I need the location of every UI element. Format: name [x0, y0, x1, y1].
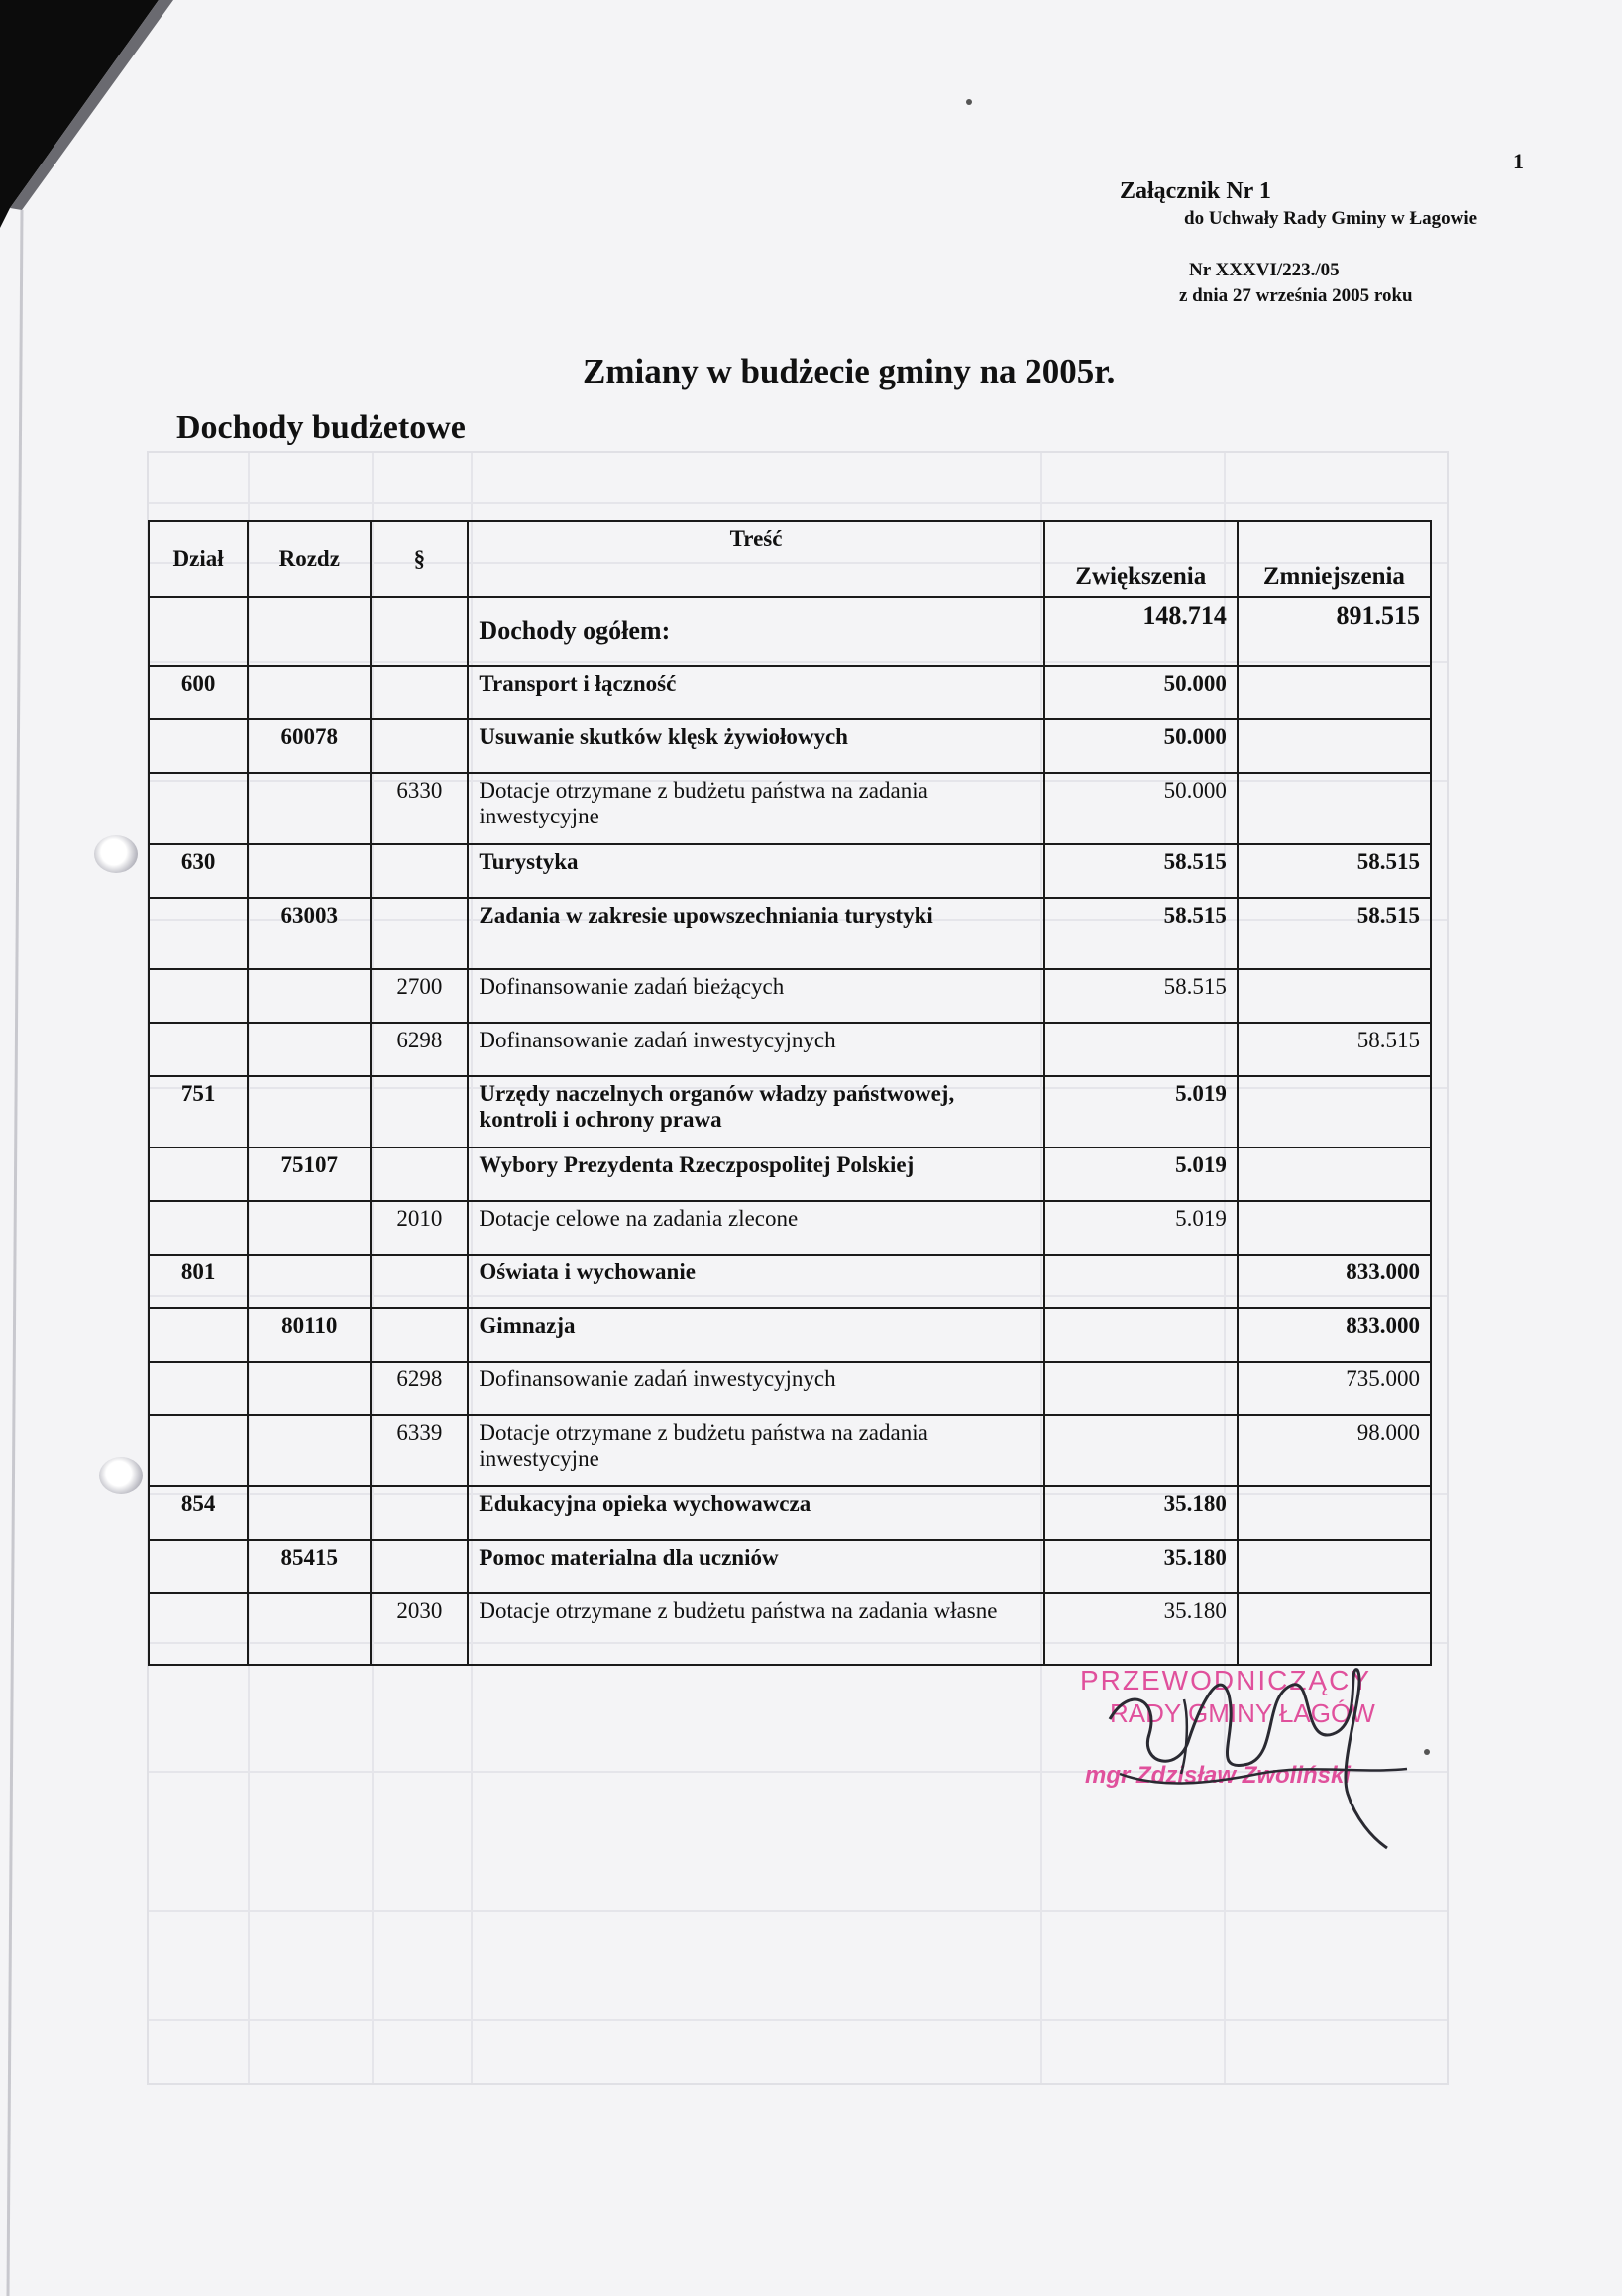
cell-zwiekszenia: 58.515: [1044, 898, 1238, 969]
attachment-title: Załącznik Nr 1: [1120, 178, 1271, 204]
cell-zwiekszenia: 50.000: [1044, 719, 1238, 773]
header-zmniejszenia: Zmniejszenia: [1238, 521, 1431, 597]
cell-tresc: Wybory Prezydenta Rzeczpospolitej Polskiej: [468, 1148, 1043, 1201]
cell-tresc: Edukacyjna opieka wychowawcza: [468, 1486, 1043, 1540]
resolution-number: Nr XXXVI/223./05: [1189, 260, 1340, 280]
cell-dzial: [149, 898, 248, 969]
stamp-title: PRZEWODNICZĄCY: [1080, 1665, 1371, 1695]
cell-tresc: Usuwanie skutków klęsk żywiołowych: [468, 719, 1043, 773]
table-header-row: [149, 521, 1431, 597]
cell-zmniejszenia: [1238, 719, 1431, 773]
cell-rozdz: [248, 1076, 371, 1148]
cell-tresc: Dofinansowanie zadań inwestycyjnych: [468, 1362, 1043, 1415]
cell-tresc: Gimnazja: [468, 1308, 1043, 1362]
cell-rozdz: 75107: [248, 1148, 371, 1201]
cell-zwiekszenia: 35.180: [1044, 1486, 1238, 1540]
cell-rozdz: 60078: [248, 719, 371, 773]
cell-tresc: Turystyka: [468, 844, 1043, 898]
cell-rozdz: [248, 1023, 371, 1076]
cell-rozdz: [248, 1255, 371, 1308]
table-row: [149, 666, 1431, 719]
cell-zwiekszenia: [1044, 1415, 1238, 1486]
header-rozdz: Rozdz: [248, 521, 371, 597]
cell-rozdz: 85415: [248, 1540, 371, 1593]
cell-dzial: [149, 1593, 248, 1665]
table-row: [149, 1023, 1431, 1076]
cell-zwiekszenia: 5.019: [1044, 1076, 1238, 1148]
cell-dzial: [149, 1362, 248, 1415]
cell-rozdz: [248, 844, 371, 898]
cell-dzial: 854: [149, 1486, 248, 1540]
header-zwiekszenia: Zwiększenia: [1044, 521, 1238, 597]
table-row: [149, 1076, 1431, 1148]
cell-paragraf: [371, 844, 468, 898]
cell-zwiekszenia: 35.180: [1044, 1540, 1238, 1593]
table-row: [149, 1201, 1431, 1255]
cell-rozdz: [248, 1415, 371, 1486]
cell-tresc: Dotacje otrzymane z budżetu państwa na zadania inwestycyjne: [468, 773, 1043, 844]
stamp-name: mgr Zdzisław Zwoliński: [1085, 1762, 1352, 1789]
cell-zmniejszenia: [1238, 773, 1431, 844]
cell-dzial: 751: [149, 1076, 248, 1148]
cell-zmniejszenia: [1238, 1148, 1431, 1201]
cell-zmniejszenia: 833.000: [1238, 1308, 1431, 1362]
scan-speck: [966, 99, 972, 105]
table-row: [149, 1486, 1431, 1540]
cell-zmniejszenia: [1238, 1201, 1431, 1255]
cell-tresc: Dofinansowanie zadań bieżących: [468, 969, 1043, 1023]
cell-rozdz: [248, 773, 371, 844]
cell-tresc: Zadania w zakresie upowszechniania turystyki: [468, 898, 1043, 969]
header-tresc: Treść: [468, 521, 1043, 597]
cell-zmniejszenia: [1238, 1076, 1431, 1148]
total-zmniejszenia: 891.515: [1238, 597, 1431, 666]
cell-rozdz: [248, 1593, 371, 1665]
punch-hole-top: [94, 835, 138, 873]
cell-tresc: Dofinansowanie zadań inwestycyjnych: [468, 1023, 1043, 1076]
cell-dzial: [149, 1023, 248, 1076]
cell-zmniejszenia: [1238, 1486, 1431, 1540]
cell-rozdz: [248, 1201, 371, 1255]
cell-zwiekszenia: 5.019: [1044, 1148, 1238, 1201]
budget-table: [148, 520, 1432, 1666]
cell-zmniejszenia: 58.515: [1238, 898, 1431, 969]
cell-tresc: Pomoc materialna dla uczniów: [468, 1540, 1043, 1593]
scan-speck: [1424, 1749, 1430, 1755]
cell-rozdz: [248, 1362, 371, 1415]
cell-zmniejszenia: 833.000: [1238, 1255, 1431, 1308]
cell-paragraf: [371, 1486, 468, 1540]
cell-tresc: Dotacje celowe na zadania zlecone: [468, 1201, 1043, 1255]
cell-zmniejszenia: [1238, 1540, 1431, 1593]
cell-dzial: [149, 773, 248, 844]
cell-paragraf: [371, 666, 468, 719]
cell-paragraf: [371, 1148, 468, 1201]
cell-dzial: 801: [149, 1255, 248, 1308]
attachment-header: [1120, 178, 1478, 306]
cell-dzial: [149, 719, 248, 773]
cell-dzial: [149, 1201, 248, 1255]
cell-dzial: [149, 1148, 248, 1201]
table-row: [149, 1415, 1431, 1486]
cell-zmniejszenia: [1238, 666, 1431, 719]
table-row: [149, 1308, 1431, 1362]
cell-paragraf: [371, 1076, 468, 1148]
table-row: [149, 773, 1431, 844]
table-row: [149, 719, 1431, 773]
table-row: [149, 969, 1431, 1023]
cell-paragraf: [371, 898, 468, 969]
cell-zwiekszenia: 35.180: [1044, 1593, 1238, 1665]
cell-zmniejszenia: 735.000: [1238, 1362, 1431, 1415]
cell-paragraf: 2030: [371, 1593, 468, 1665]
cell-dzial: 630: [149, 844, 248, 898]
cell-zmniejszenia: 58.515: [1238, 1023, 1431, 1076]
table-row: [149, 1362, 1431, 1415]
cell-paragraf: 2700: [371, 969, 468, 1023]
cell-zwiekszenia: 5.019: [1044, 1201, 1238, 1255]
total-row: [149, 597, 1431, 666]
table-row: [149, 1148, 1431, 1201]
cell-paragraf: 6298: [371, 1023, 468, 1076]
cell-rozdz: 63003: [248, 898, 371, 969]
cell-zwiekszenia: [1044, 1023, 1238, 1076]
page-number: 1: [1513, 149, 1524, 173]
document-title: Zmiany w budżecie gminy na 2005r.: [583, 352, 1116, 390]
cell-tresc: Dotacje otrzymane z budżetu państwa na zadania inwestycyjne: [468, 1415, 1043, 1486]
cell-tresc: Urzędy naczelnych organów władzy państwowej, kontroli i ochrony prawa: [468, 1076, 1043, 1148]
punch-hole-bottom: [99, 1457, 143, 1494]
cell-paragraf: [371, 1255, 468, 1308]
table-row: [149, 844, 1431, 898]
cell-zwiekszenia: 50.000: [1044, 666, 1238, 719]
cell-zwiekszenia: 58.515: [1044, 844, 1238, 898]
cell-zwiekszenia: [1044, 1308, 1238, 1362]
cell-dzial: [149, 969, 248, 1023]
cell-dzial: [149, 1540, 248, 1593]
cell-zmniejszenia: 98.000: [1238, 1415, 1431, 1486]
cell-rozdz: [248, 666, 371, 719]
cell-paragraf: [371, 1540, 468, 1593]
stamp-council: RADY GMINY ŁAGÓW: [1110, 1698, 1375, 1728]
cell-tresc: Oświata i wychowanie: [468, 1255, 1043, 1308]
cell-paragraf: 2010: [371, 1201, 468, 1255]
cell-paragraf: 6298: [371, 1362, 468, 1415]
table-row: [149, 898, 1431, 969]
cell-paragraf: [371, 1308, 468, 1362]
table-row: [149, 1540, 1431, 1593]
section-title: Dochody budżetowe: [176, 409, 466, 446]
cell-rozdz: 80110: [248, 1308, 371, 1362]
total-label: Dochody ogółem:: [468, 597, 1043, 666]
cell-zmniejszenia: 58.515: [1238, 844, 1431, 898]
cell-zmniejszenia: [1238, 969, 1431, 1023]
resolution-date: z dnia 27 września 2005 roku: [1179, 285, 1413, 306]
cell-zwiekszenia: [1044, 1362, 1238, 1415]
cell-zwiekszenia: 50.000: [1044, 773, 1238, 844]
cell-paragraf: 6339: [371, 1415, 468, 1486]
cell-tresc: Dotacje otrzymane z budżetu państwa na zadania własne: [468, 1593, 1043, 1665]
cell-rozdz: [248, 1486, 371, 1540]
cell-tresc: Transport i łączność: [468, 666, 1043, 719]
header-dzial: Dział: [149, 521, 248, 597]
total-zwiekszenia: 148.714: [1044, 597, 1238, 666]
cell-dzial: 600: [149, 666, 248, 719]
resolution-line: do Uchwały Rady Gminy w Łagowie: [1184, 208, 1478, 229]
header-paragraf: §: [371, 521, 468, 597]
cell-dzial: [149, 1308, 248, 1362]
cell-dzial: [149, 1415, 248, 1486]
table-row: [149, 1255, 1431, 1308]
cell-zwiekszenia: [1044, 1255, 1238, 1308]
cell-zwiekszenia: 58.515: [1044, 969, 1238, 1023]
cell-paragraf: 6330: [371, 773, 468, 844]
cell-paragraf: [371, 719, 468, 773]
handwritten-signature: [1090, 1625, 1427, 1853]
cell-rozdz: [248, 969, 371, 1023]
